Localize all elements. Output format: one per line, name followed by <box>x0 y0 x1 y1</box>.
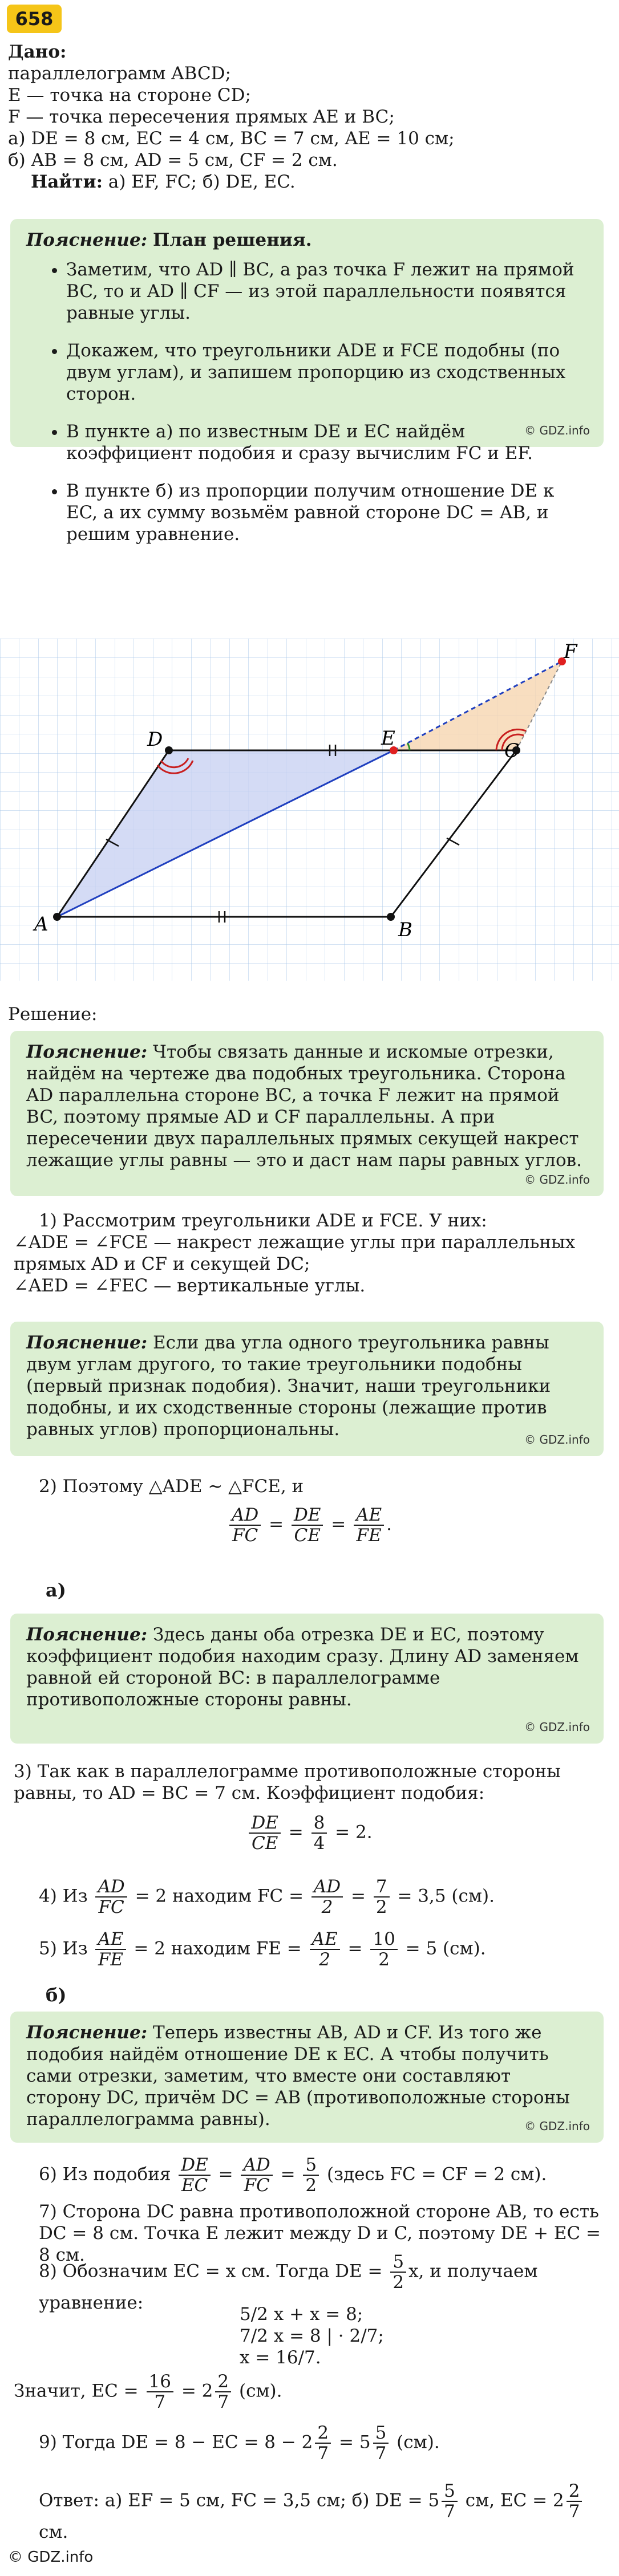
plan-item: • В пункте а) по известным DE и EC найдём коэффициент подобия и сразу вычислим FC и EF. <box>66 421 588 464</box>
prop-n1: AD <box>229 1505 261 1526</box>
gdz-watermark: © GDZ.info <box>524 424 590 437</box>
answer <box>0 2481 619 2543</box>
point-d <box>165 746 173 754</box>
coef-n: DE <box>249 1813 280 1834</box>
solution-label: Решение: <box>8 1004 98 1025</box>
answer-d2: 7 <box>568 2501 580 2522</box>
plan-item: • Заметим, что AD ∥ BC, а раз точка F лежит на прямой BC, то и AD ∥ CF — из этой параллельности появятся равные углы. <box>66 259 588 324</box>
step-4-pre: 4) Из <box>39 1886 88 1907</box>
step-5-n2: AE <box>310 1929 340 1950</box>
equation-line: x = 16/7. <box>240 2347 321 2368</box>
point-b <box>387 913 395 921</box>
note-2-lead: Пояснение: <box>26 1332 148 1353</box>
then-n2: 2 <box>215 2372 231 2392</box>
label-d: D <box>147 728 163 751</box>
given-line: E — точка на стороне CD; <box>8 85 251 105</box>
plan-lead: Пояснение: <box>26 230 148 250</box>
coef-n2: 8 <box>311 1813 327 1834</box>
coef-d: CE <box>251 1833 278 1854</box>
note-2-box <box>10 1322 604 1456</box>
step-8-n: 5 <box>390 2252 406 2273</box>
label-c: C <box>504 740 520 762</box>
prop-d2: CE <box>294 1525 321 1546</box>
equation-line: 5/2 x + x = 8; <box>240 2304 363 2325</box>
plan-item: • В пункте б) из пропорции получим отношение DE к EC, а их сумму возьмём равной стороне DC = AB, и решим уравнение. <box>66 480 588 545</box>
part-b-label: б) <box>46 1984 67 2006</box>
given-line: б) AB = 8 см, AD = 5 см, CF = 2 см. <box>8 150 338 170</box>
answer-d: 7 <box>444 2501 455 2522</box>
note-1-lead: Пояснение: <box>26 1042 148 1062</box>
step-1-line: ∠AED = ∠FEC — вертикальные углы. <box>14 1275 366 1296</box>
step-1-line: ∠ADE = ∠FCE — накрест лежащие углы при параллельных прямых AD и CF и секущей DC; <box>14 1232 576 1274</box>
plan-title: План решения. <box>153 230 312 250</box>
step-3: 3) Так как в параллелограмме противоположные стороны равны, то AD = BC = 7 см. Коэффициент подобия: <box>14 1761 561 1803</box>
label-a: A <box>34 913 48 936</box>
note-4-text: Теперь известны AB, AD и CF. Из того же подобия найдём отношение DE к EC. А чтобы получить сами отрезки, заметим, что вместе они составляют сторону DC, причём DC = AB (противоположные стороны параллелограмма равны). <box>26 2022 570 2130</box>
step-6-pre: 6) Из подобия <box>39 2164 171 2185</box>
given-line: а) DE = 8 см, EC = 4 см, BC = 7 см, AE = 10 см; <box>8 128 455 149</box>
step-9-d: 7 <box>317 2443 329 2464</box>
prop-n2: DE <box>292 1505 323 1526</box>
given-label: Дано: <box>8 42 67 62</box>
prop-d3: FE <box>356 1525 382 1546</box>
given-line: F — точка пересечения прямых AE и BC; <box>8 107 395 127</box>
answer-pre: Ответ: а) EF = 5 см, FC = 3,5 см; б) DE = 5 <box>39 2490 440 2511</box>
step-1-line: 1) Рассмотрим треугольники ADE и FCE. У них: <box>39 1210 487 1231</box>
step-9-tail: (см). <box>397 2432 440 2453</box>
answer-n2: 2 <box>567 2481 582 2502</box>
given-line: параллелограмм ABCD; <box>8 63 231 84</box>
step-7: 7) Сторона DC равна противоположной стороне AB, то есть DC = 8 см. Точка E лежит между D и C, поэтому DE + EC = 8 см. <box>39 2201 601 2265</box>
equation-line: 7/2 x = 8 | · 2/7; <box>240 2326 384 2346</box>
step-9-d2: 7 <box>375 2443 387 2464</box>
gdz-watermark: © GDZ.info <box>524 1433 590 1447</box>
note-3-lead: Пояснение: <box>26 1624 148 1645</box>
step-8-pre: 8) Обозначим EC = x см. Тогда DE = <box>39 2261 383 2282</box>
step-5-pre: 5) Из <box>39 1938 88 1959</box>
note-1-text: Чтобы связать данные и искомые отрезки, найдём на чертеже два подобных треугольника. Сторона AD параллельна стороне BC, а точка F лежит на прямой BC, поэтому прямые AD и CF параллельны. А при пересечении двух параллельных прямых секущей накрест лежащие углы равны — это и даст нам пары равных углов. <box>26 1042 582 1171</box>
footer-watermark: © GDZ.info <box>8 2549 94 2566</box>
answer-mid: см, EC = 2 <box>465 2490 564 2511</box>
step-5-n3: 10 <box>370 1929 397 1950</box>
step-9 <box>0 2423 619 2463</box>
step-5-d3: 2 <box>378 1949 390 1970</box>
coef-tail: = 2. <box>335 1822 373 1843</box>
step-4-n2: AD <box>311 1877 343 1898</box>
plan-box <box>10 219 604 545</box>
given-block <box>0 41 619 193</box>
step-6-d2: FC <box>244 2175 270 2196</box>
prop-d1: FC <box>232 1525 258 1546</box>
label-f: F <box>564 640 577 663</box>
gdz-watermark: © GDZ.info <box>524 2119 590 2133</box>
step-9-mid: = 5 <box>339 2432 371 2453</box>
step-4-d2: 2 <box>321 1897 333 1917</box>
equation-system <box>0 2303 619 2368</box>
gdz-watermark: © GDZ.info <box>524 1720 590 1734</box>
step-4-d: FC <box>98 1897 124 1917</box>
step-5-n: AE <box>95 1929 126 1950</box>
then-d2: 7 <box>217 2392 229 2412</box>
note-3-text: Здесь даны оба отрезка DE и EC, поэтому коэффициент подобия находим сразу. Длину AD заменяем равной ей стороной BC: в параллелограмме противоположные стороны равны. <box>26 1624 579 1710</box>
then-mid: = 2 <box>181 2380 213 2402</box>
note-4-box <box>10 2012 604 2143</box>
step-6-tail: (здесь FC = CF = 2 см). <box>327 2164 547 2185</box>
then-ec <box>0 2372 619 2412</box>
plan-item: • Докажем, что треугольники ADE и FCE подобны (по двум углам), и запишем пропорцию из сходственных сторон. <box>66 340 588 405</box>
step-5-tail: = 5 (см). <box>405 1938 486 1959</box>
step-4-n: AD <box>95 1877 127 1898</box>
step-1 <box>0 1210 619 1297</box>
step-9-n2: 5 <box>373 2423 389 2444</box>
step-4-n3: 7 <box>374 1877 390 1898</box>
step-6-n: DE <box>179 2155 210 2176</box>
proportion-formula: $\frac{AD}{FC}$ = $\frac{DE}{CE}$ = $\frac{AE}{FE}$ . <box>0 1505 619 1545</box>
then-tail: (см). <box>238 2380 282 2402</box>
note-4-lead: Пояснение: <box>26 2022 148 2043</box>
step-6-n2: AD <box>241 2155 272 2176</box>
step-4-tail: = 3,5 (см). <box>397 1886 495 1907</box>
plan-list <box>26 259 588 545</box>
step-5-d2: 2 <box>319 1949 330 1970</box>
label-b: B <box>398 919 412 941</box>
step-6-d: EC <box>181 2175 208 2196</box>
prop-n3: AE <box>354 1505 384 1526</box>
step-6-d3: 2 <box>305 2175 317 2196</box>
find-label: Найти: <box>31 172 103 192</box>
step-5-d: FE <box>98 1949 124 1970</box>
step-8-tail: x, и получаем уравнение: <box>39 2261 538 2313</box>
coef-formula: $\frac{DE}{CE}$ = $\frac{8}{4}$ = 2. <box>0 1813 619 1853</box>
step-5: 5) Из $\frac{AE}{FE}$ = 2 находим FE = $\frac{AE}{2}$ = $\frac{10}{2}$ = 5 (см). <box>39 1929 486 1970</box>
step-9-n: 2 <box>315 2423 331 2444</box>
note-1-box <box>10 1031 604 1196</box>
find-line <box>8 171 619 193</box>
step-4-d3: 2 <box>375 1897 387 1917</box>
step-6: 6) Из подобия $\frac{DE}{EC}$ = $\frac{AD}{FC}$ = $\frac{5}{2}$ (здесь FC = CF = 2 см). <box>39 2155 547 2196</box>
then-d: 7 <box>154 2392 166 2412</box>
step-6-n3: 5 <box>303 2155 319 2176</box>
label-e: E <box>381 727 395 750</box>
parallelogram-figure <box>0 639 619 981</box>
find-text: а) EF, FC; б) DE, EC. <box>108 172 296 192</box>
step-2: 2) Поэтому △ADE ∼ △FCE, и <box>39 1476 304 1497</box>
then-n: 16 <box>147 2372 173 2392</box>
point-a <box>53 913 61 921</box>
step-5-mid: = 2 находим FE = <box>133 1938 302 1959</box>
part-a-label: а) <box>46 1579 66 1601</box>
problem-number-badge: 658 <box>7 5 62 33</box>
gdz-watermark: © GDZ.info <box>524 1173 590 1187</box>
step-4-mid: = 2 находим FC = <box>135 1886 304 1907</box>
coef-d2: 4 <box>313 1833 325 1854</box>
answer-tail: см. <box>39 2522 68 2542</box>
note-2-text: Если два угла одного треугольника равны двум углам другого, то такие треугольники подобны (первый признак подобия). Значит, наши треугольники подобны, и их сходственные стороны (лежащие против равных углов) пропорциональны. <box>26 1332 551 1440</box>
note-3-box <box>10 1614 604 1744</box>
step-4: 4) Из $\frac{AD}{FC}$ = 2 находим FC = $\frac{AD}{2}$ = $\frac{7}{2}$ = 3,5 (см). <box>39 1876 495 1917</box>
step-8-d: 2 <box>393 2272 404 2293</box>
then-pre: Значит, EC = <box>14 2380 139 2402</box>
answer-n: 5 <box>442 2481 458 2502</box>
step-9-pre: 9) Тогда DE = 8 − EC = 8 − 2 <box>39 2432 313 2453</box>
